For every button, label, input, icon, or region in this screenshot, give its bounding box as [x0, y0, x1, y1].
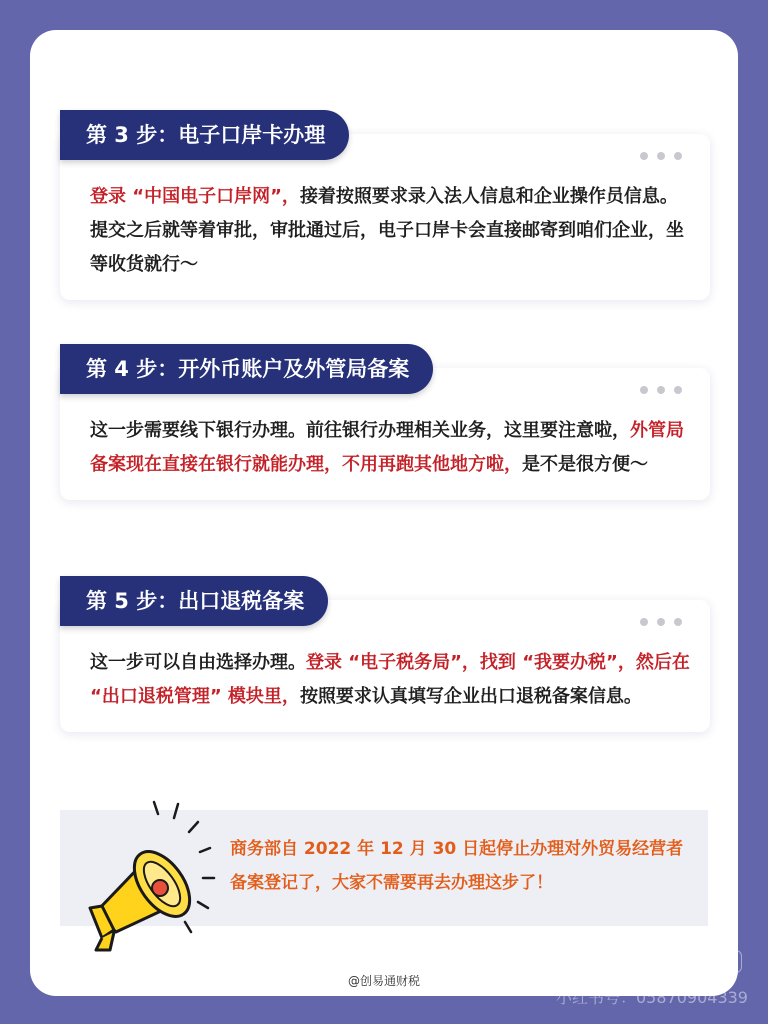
- step-text: [90, 414, 690, 482]
- notice-text: 商务部自 2022 年 12 月 30 日起停止办理对外贸易经营者备案登记了，大家不需要再去办理这步了！: [230, 839, 684, 893]
- highlight-text: 登录 “电子税务局”，找到 “我要办税”，然后在 “出口退税管理” 模块里，: [90, 652, 690, 707]
- highlight-text: 登录 “中国电子口岸网”，: [90, 186, 300, 207]
- body-text: 接着按照要求录入法人信息和企业操作员信息。提交之后就等着审批，审批通过后，电子口岸卡会直接邮寄到咱们企业，坐等收货就行～: [90, 186, 684, 275]
- body-text: 是不是很方便～: [522, 454, 648, 475]
- author-credit: @创易通财税: [347, 974, 420, 988]
- body-text: 按照要求认真填写企业出口退税备案信息。: [299, 686, 642, 707]
- content-card: [30, 30, 738, 996]
- more-dots-icon: [640, 152, 682, 160]
- step-text: [90, 646, 690, 714]
- watermark-logo: 小红书: [696, 950, 742, 973]
- watermark-id: 小红书号：05870904339: [556, 988, 748, 1007]
- megaphone-icon: [58, 792, 228, 952]
- more-dots-icon: [640, 618, 682, 626]
- step-title: 第 3 步：电子口岸卡办理: [60, 110, 349, 160]
- step-title: 第 5 步：出口退税备案: [60, 576, 328, 626]
- body-text: 这一步可以自由选择办理。: [90, 652, 306, 673]
- highlight-text: 外管局备案现在直接在银行就能办理，不用再跑其他地方啦，: [90, 420, 684, 475]
- more-dots-icon: [640, 386, 682, 394]
- step-text: [90, 180, 690, 282]
- body-text: 这一步需要线下银行办理。前往银行办理相关业务，这里要注意啦，: [90, 420, 630, 441]
- step-title: 第 4 步：开外币账户及外管局备案: [60, 344, 433, 394]
